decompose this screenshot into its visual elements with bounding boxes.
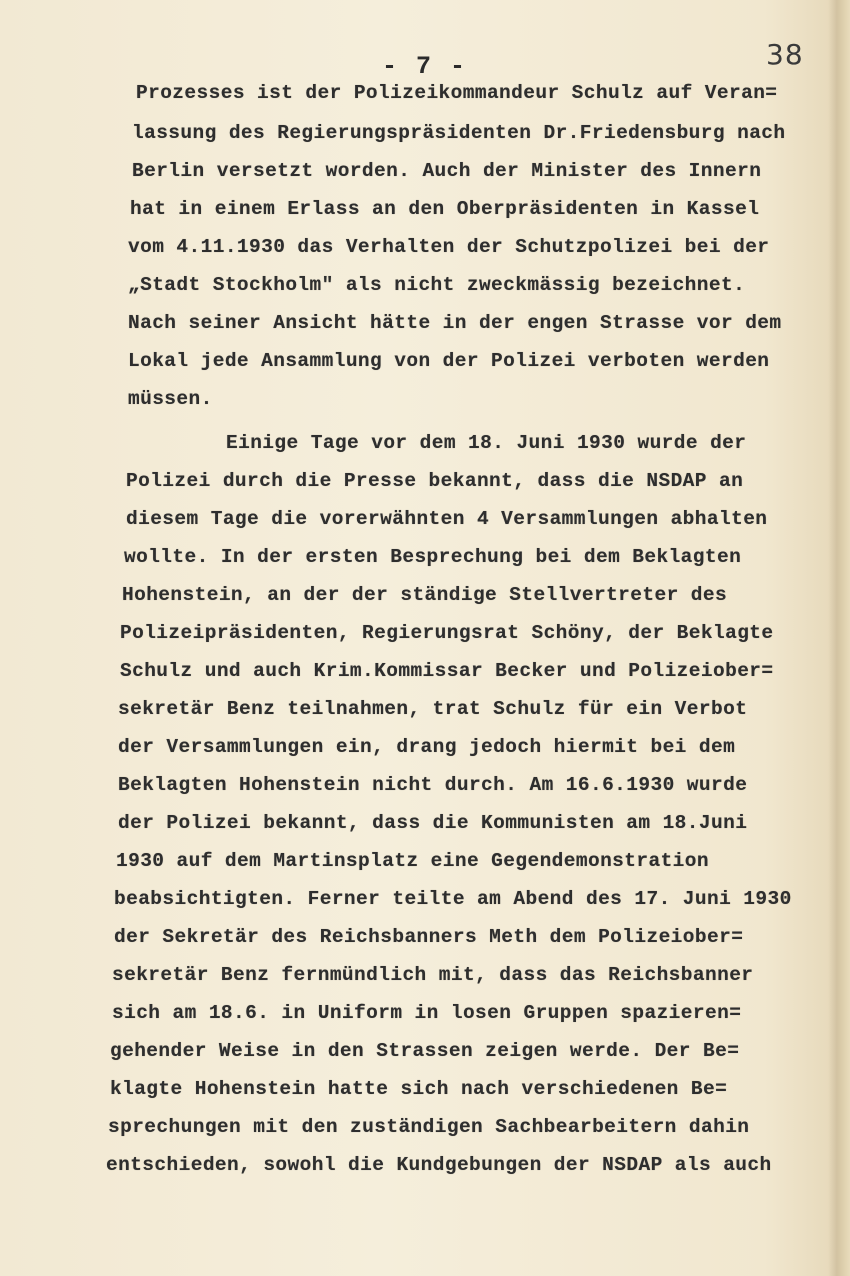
text-line: Hohenstein, an der der ständige Stellvertreter des xyxy=(122,584,728,606)
folio-number: 38 xyxy=(766,38,804,71)
text-line: sekretär Benz fernmündlich mit, dass das Reichsbanner xyxy=(112,964,754,986)
text-line: sprechungen mit den zuständigen Sachbearbeitern dahin xyxy=(108,1116,750,1138)
text-line: Berlin versetzt worden. Auch der Minister des Innern xyxy=(132,160,762,182)
text-line: sekretär Benz teilnahmen, trat Schulz für ein Verbot xyxy=(118,698,748,720)
text-line: Prozesses ist der Polizeikommandeur Schulz auf Veran= xyxy=(136,82,778,104)
text-line: Einige Tage vor dem 18. Juni 1930 wurde der xyxy=(226,432,747,454)
text-line: Polizei durch die Presse bekannt, dass die NSDAP an xyxy=(126,470,744,492)
text-line: gehender Weise in den Strassen zeigen werde. Der Be= xyxy=(110,1040,740,1062)
page-number: - 7 - xyxy=(382,52,468,81)
text-line: entschieden, sowohl die Kundgebungen der NSDAP als auch xyxy=(106,1154,772,1176)
text-line: vom 4.11.1930 das Verhalten der Schutzpolizei bei der xyxy=(128,236,770,258)
text-line: diesem Tage die vorerwähnten 4 Versammlungen abhalten xyxy=(126,508,768,530)
text-line: sich am 18.6. in Uniform in losen Gruppen spazieren= xyxy=(112,1002,742,1024)
text-line: Schulz und auch Krim.Kommissar Becker und Polizeiober= xyxy=(120,660,774,682)
text-line: Polizeipräsidenten, Regierungsrat Schöny, der Beklagte xyxy=(120,622,774,644)
text-line: beabsichtigten. Ferner teilte am Abend des 17. Juni 1930 xyxy=(114,888,792,910)
text-line: klagte Hohenstein hatte sich nach verschiedenen Be= xyxy=(110,1078,728,1100)
text-line: wollte. In der ersten Besprechung bei dem Beklagten xyxy=(124,546,742,568)
text-line: müssen. xyxy=(128,388,213,410)
text-line: lassung des Regierungspräsidenten Dr.Friedensburg nach xyxy=(132,122,786,144)
page-edge xyxy=(828,0,850,1276)
text-line: Beklagten Hohenstein nicht durch. Am 16.6.1930 wurde xyxy=(118,774,748,796)
text-line: hat in einem Erlass an den Oberpräsidenten in Kassel xyxy=(130,198,760,220)
text-line: der Sekretär des Reichsbanners Meth dem Polizeiober= xyxy=(114,926,744,948)
text-line: Lokal jede Ansammlung von der Polizei verboten werden xyxy=(128,350,770,372)
text-line: der Polizei bekannt, dass die Kommunisten am 18.Juni xyxy=(118,812,748,834)
text-line: „Stadt Stockholm" als nicht zweckmässig bezeichnet. xyxy=(128,274,746,296)
text-line: 1930 auf dem Martinsplatz eine Gegendemonstration xyxy=(116,850,709,872)
text-line: Nach seiner Ansicht hätte in der engen Strasse vor dem xyxy=(128,312,782,334)
text-line: der Versammlungen ein, drang jedoch hiermit bei dem xyxy=(118,736,736,758)
